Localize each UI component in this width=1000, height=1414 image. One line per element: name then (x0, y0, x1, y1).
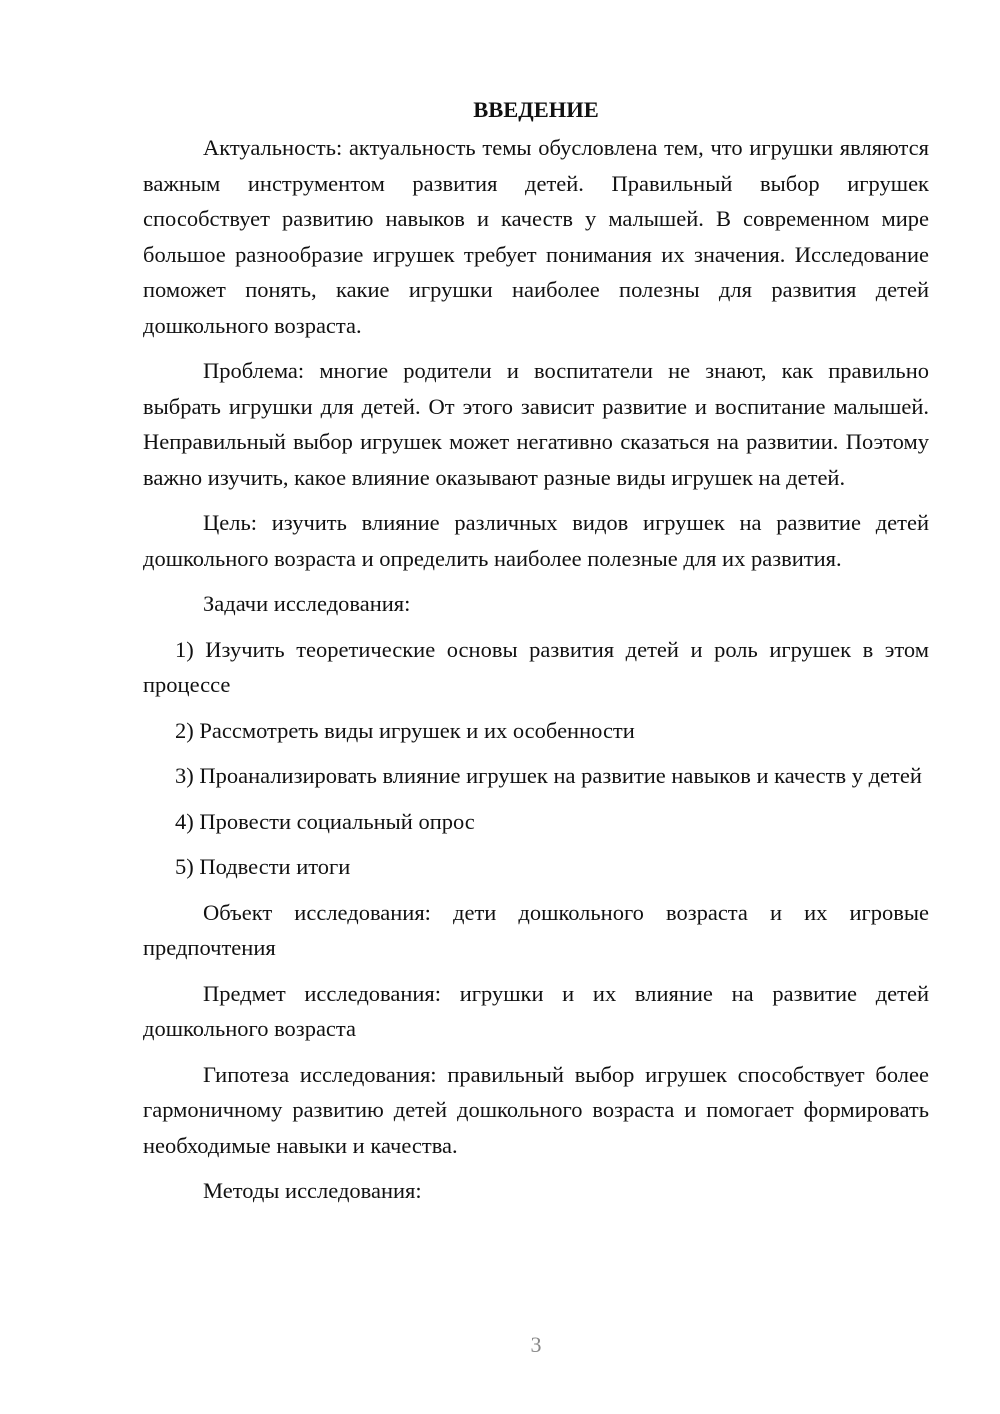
goal-paragraph: Цель: изучить влияние различных видов игрушек на развитие детей дошкольного возраста и определить наиболее полезные для их развития. (143, 510, 929, 571)
task-item-2: 2) Рассмотреть виды игрушек и их особенности (175, 717, 635, 743)
task-item-5: 5) Подвести итоги (175, 854, 351, 879)
task-item-1: 1) Изучить теоретические основы развития детей и роль игрушек в этом процессе (143, 636, 929, 697)
document-page (143, 92, 929, 1219)
relevance-paragraph: Актуальность: актуальность темы обусловлена тем, что игрушки являются важным инструментом развития детей. Правильный выбор игрушек способствует развитию навыков и качеств у малышей. В современном мире большое разнообразие игрушек требует понимания их значения. Исследование поможет понять, какие игрушки наиболее полезны для развития детей дошкольного возраста. (143, 135, 929, 338)
task-item-3: 3) Проанализировать влияние игрушек на развитие навыков и качеств у детей (175, 763, 922, 788)
section-heading: ВВЕДЕНИЕ (473, 97, 599, 122)
task-item-4: 4) Провести социальный опрос (175, 808, 475, 834)
hypothesis-paragraph: Гипотеза исследования: правильный выбор игрушек способствует более гармоничному развитию детей дошкольного возраста и помогает формировать необходимые навыки и качества. (143, 1061, 929, 1158)
tasks-title: Задачи исследования: (203, 591, 411, 616)
page-number: 3 (530, 1332, 542, 1357)
problem-paragraph: Проблема: многие родители и воспитатели не знают, как правильно выбрать игрушки для детей. От этого зависит развитие и воспитание малышей. Неправильный выбор игрушек может негативно сказаться на развитии. Поэтому важно изучить, какое влияние оказывают разные виды игрушек на детей. (143, 358, 929, 490)
subject-paragraph: Предмет исследования: игрушки и их влияние на развитие детей дошкольного возраста (143, 980, 929, 1041)
object-paragraph: Объект исследования: дети дошкольного возраста и их игровые предпочтения (143, 899, 929, 960)
methods-title: Методы исследования: (203, 1178, 422, 1203)
